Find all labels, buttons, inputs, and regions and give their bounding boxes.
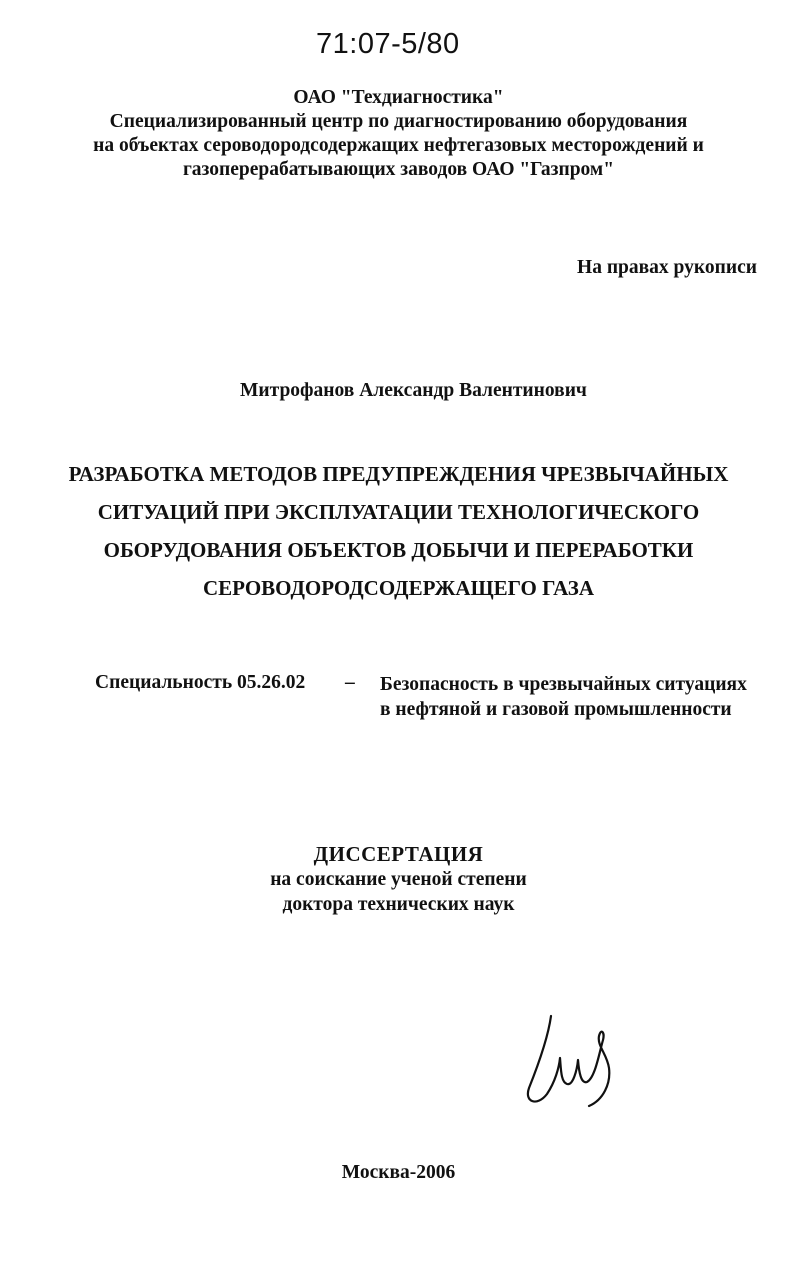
manuscript-rights-note: На правах рукописи (577, 257, 757, 278)
organization-line: газоперерабатывающих заводов ОАО "Газпром" (182, 159, 615, 180)
degree-line: доктора технических наук (282, 894, 515, 915)
place-and-year: Москва-2006 (341, 1162, 456, 1183)
specialty-label: Специальность 05.26.02 (95, 672, 306, 693)
title-line: РАЗРАБОТКА МЕТОДОВ ПРЕДУПРЕЖДЕНИЯ ЧРЕЗВЫЧАЙНЫХ (68, 462, 729, 486)
dissertation-title (0, 455, 797, 607)
author-name: Митрофанов Александр Валентинович (240, 380, 587, 401)
organization-line: на объектах сероводородсодержащих нефтегазовых месторождений и (93, 135, 704, 156)
organization-block (0, 86, 797, 182)
specialty-description-line: в нефтяной и газовой промышленности (380, 699, 732, 720)
dissertation-heading: ДИССЕРТАЦИЯ (313, 842, 484, 866)
title-line: СЕРОВОДОРОДСОДЕРЖАЩЕГО ГАЗА (202, 576, 595, 600)
organization-name: ОАО "Техдиагностика" (293, 87, 504, 108)
document-number: 71:07-5/80 (316, 28, 460, 60)
specialty-dash: – (345, 672, 355, 693)
specialty-description-line: Безопасность в чрезвычайных ситуациях (380, 674, 747, 695)
title-line: ОБОРУДОВАНИЯ ОБЪЕКТОВ ДОБЫЧИ И ПЕРЕРАБОТКИ (103, 538, 694, 562)
dissertation-block (0, 842, 797, 917)
signature-icon (515, 1010, 625, 1110)
organization-line: Специализированный центр по диагностированию оборудования (109, 111, 688, 132)
degree-line: на соискание ученой степени (270, 869, 527, 890)
title-line: СИТУАЦИЙ ПРИ ЭКСПЛУАТАЦИИ ТЕХНОЛОГИЧЕСКОГО (97, 500, 700, 524)
specialty-description (380, 672, 747, 722)
